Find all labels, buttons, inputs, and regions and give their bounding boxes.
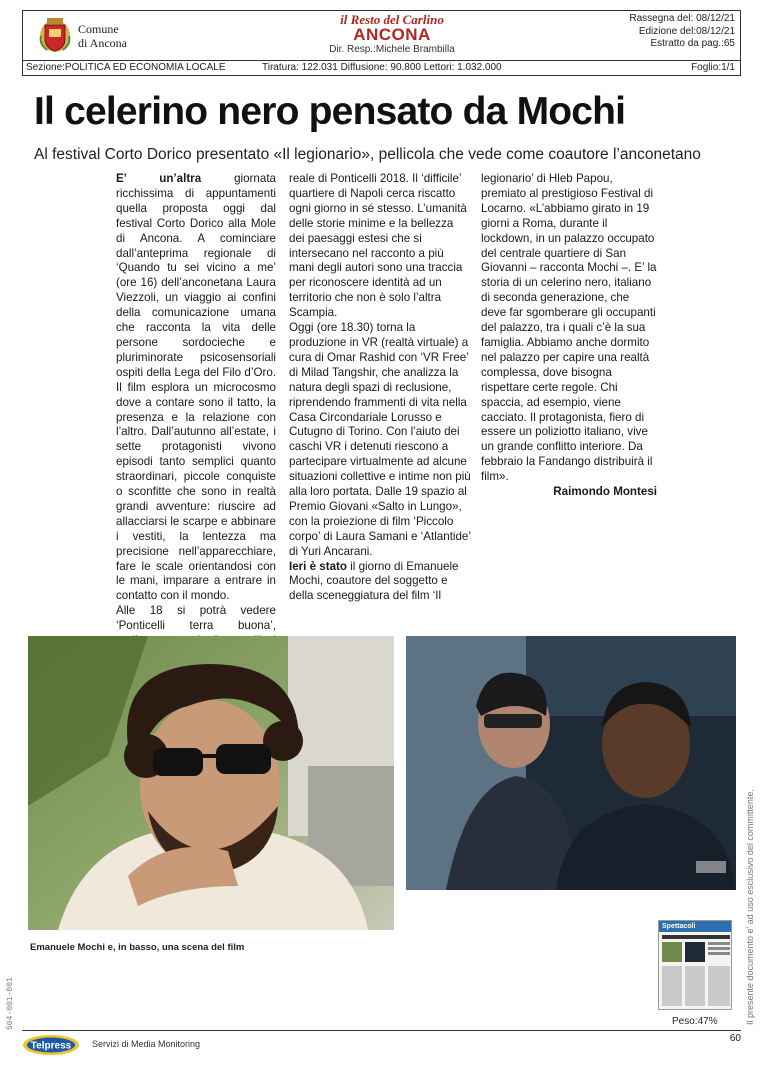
- photo-emanuele-mochi: [28, 636, 394, 930]
- paragraph: reale di Ponticelli 2018. Il ‘difficile’ quartiere di Napoli cerca riscatto ogni giorno in sé stesso. L’umanità delle storie minime e la bellezza dei paesaggi estesi che si intersecano nel racconto a più mani degli autori sono una traccia per riconoscere identità ad un territorio che non è solo l’altra Scampia.: [289, 172, 467, 320]
- estratto-page: Estratto da pag.:65: [650, 38, 735, 49]
- article-subhead: Al festival Corto Dorico presentato «Il legionario», pellicola che vede come coautore l’anconetano: [34, 146, 701, 163]
- ancona-crest-icon: [38, 16, 72, 54]
- article-column-2: [289, 172, 471, 604]
- paragraph-text: giornata ricchissima di appuntamenti quella proposta oggi dal festival Corto Dorico alla Mole di Ancona. A cominciare dall’anteprima regionale di ‘Quando tu sei vicino a me’ (ore 16) dell’anconetana Laura Viezzoli, un viaggio ai confini della comunicazione umana che racconta la vita delle persone sordocieche e pluriminorate psicosensoriali ospiti della Lega del Filo d’Oro. Il film esplora un microcosmo dove a contare sono il tatto, la presenza e la relazione con l’altro. Dall’autunno all’estate, i sette protagonisti vivono episodi tanto semplici quanto straordinari, piccole conquiste o sconfitte che sono in realtà grandi avventure: riuscire ad allacciarsi le scarpe e abbinare i vestiti, la lentezza ma precisione nell’apparecchiare, fare le scale orientandosi con le mani, imparare a entrare in contatto con il mondo.: [116, 172, 276, 603]
- article-author: Raimondo Montesi: [553, 485, 657, 499]
- photo-film-scene: [406, 636, 736, 890]
- portrait-image: [28, 636, 394, 930]
- publication-masthead: [302, 13, 482, 57]
- thumbnail-section-label: Spettacoli: [659, 921, 731, 932]
- paragraph: [116, 172, 276, 604]
- weight-label: Peso:47%: [672, 1016, 718, 1027]
- comune-label: [78, 22, 127, 50]
- thumbnail-preview-icon: [659, 932, 732, 1010]
- sheet-number: Foglio:1/1: [691, 62, 735, 73]
- comune-line2: di Ancona: [78, 36, 127, 50]
- article-column-3: [481, 172, 657, 500]
- publication-name: il Resto del Carlino: [340, 12, 444, 27]
- footer-divider: [22, 1030, 741, 1031]
- lead-in: E’ un’altra: [116, 172, 202, 185]
- usage-disclaimer: Il presente documento e' ad uso esclusivo del committente.: [745, 789, 755, 1025]
- director-line: Dir. Resp.:Michele Brambilla: [329, 44, 455, 55]
- circulation-stats: Tiratura: 122.031 Diffusione: 90.800 Lettori: 1.032.000: [262, 62, 502, 73]
- document-code: 504-001-001: [6, 977, 15, 1030]
- press-meta: [629, 13, 735, 51]
- paragraph: [289, 560, 471, 605]
- paragraph: legionario’ di Hleb Papou, premiato al prestigioso Festival di Locarno. «L’abbiamo girato in 19 giorni a Roma, durante il lockdown, in un palazzo occupato del centrale quartiere di San Giovanni – racconta Mochi –. E’ la storia di un celerino nero, italiano di seconda generazione, che deve far sgomberare gli occupanti del palazzo, tra i quali c’è la sua famiglia. Abbiamo anche dormito nel palazzo per capire una realtà complessa, dove bisogna rispettare certe regole. Chi spaccia, ad esempio, viene cacciato. Il protagonista, fiero di essere un poliziotto italiano, vive un grande conflitto interiore. Da febbraio la Fandango distribuirà il film».: [481, 172, 657, 484]
- edizione-date: Edizione del:08/12/21: [638, 25, 735, 37]
- telpress-logo-icon: [22, 1034, 80, 1056]
- paragraph: Alle 18 si potrà vedere ‘Ponticelli terra buona’,: [116, 604, 276, 633]
- comune-line1: Comune: [78, 22, 119, 36]
- article-column-1: [116, 172, 276, 664]
- rassegna-date: Rassegna del: 08/12/21: [629, 13, 735, 24]
- page-number: 60: [729, 1033, 741, 1044]
- publication-edition: ANCONA: [353, 25, 431, 44]
- photo-caption: Emanuele Mochi e, in basso, una scena del film: [30, 942, 245, 953]
- film-still-image: [406, 636, 736, 890]
- section-label: Sezione:POLITICA ED ECONOMIA LOCALE: [26, 62, 226, 73]
- article-headline: Il celerino nero pensato da Mochi: [34, 90, 626, 133]
- page-thumbnail: [658, 920, 732, 1010]
- paragraph: Oggi (ore 18.30) torna la produzione in VR (realtà virtuale) a cura di Omar Rashid con ‘VR Free’ di Milad Tangshir, che analizza la natura degli spazi di reclusione, riprendendo frammenti di vita nella Casa Circondariale Lorusso e Cutugno di Torino. Con l’aiuto dei caschi VR i detenuti riescono a partecipare virtualmente ad alcune situazioni collettive e intime non più alla loro portata. Dalle 19 spazio al Premio Giovani «Salto in Lungo», con la proiezione di film ‘Piccolo corpo’ di Laura Samani e ‘Atlantide’ di Yuri Ancarani.: [289, 321, 471, 558]
- header-divider: [22, 60, 741, 61]
- footer-services: Servizi di Media Monitoring: [92, 1039, 201, 1049]
- logo-text: Telpress: [30, 1040, 72, 1052]
- lead-in: Ieri è stato: [289, 559, 347, 573]
- paragraph-text: il giorno di Emanuele Mochi, coautore del soggetto e della sceneggiatura del film ‘Il: [289, 559, 459, 603]
- press-header: [22, 10, 741, 76]
